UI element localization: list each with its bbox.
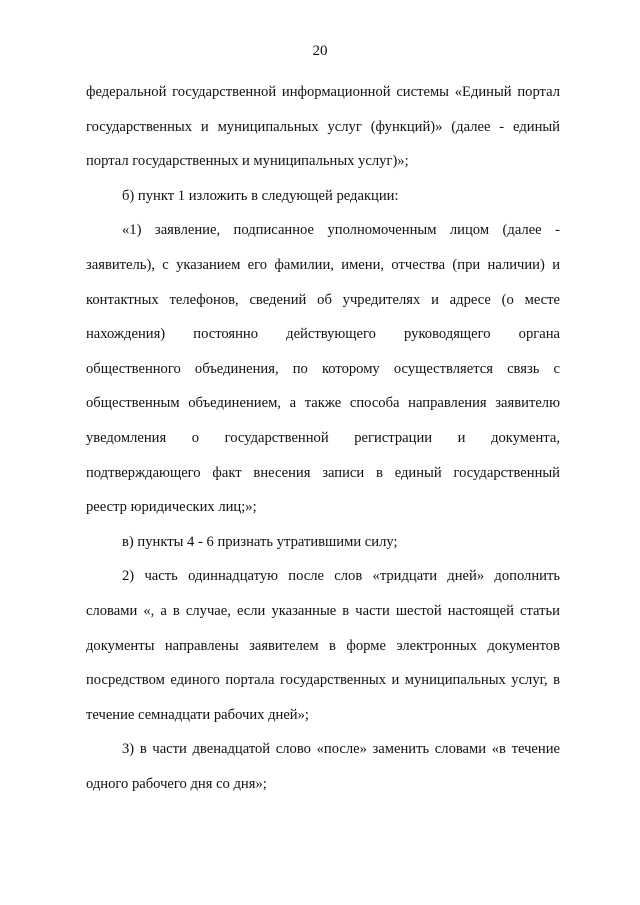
document-body [86, 78, 560, 804]
text-line: реестр юридических лиц;»; [86, 499, 257, 516]
text-line: «1) заявление, подписанное уполномоченным лицом (далее - [122, 222, 560, 239]
text-line: нахождения) постоянно действующего руководящего органа [86, 326, 560, 343]
text-line: государственных и муниципальных услуг (функций)» (далее - единый [86, 118, 560, 135]
text-line: в) пункты 4 - 6 признать утратившими силу; [122, 533, 398, 550]
text-line: уведомления о государственной регистрации и документа, [86, 429, 560, 446]
text-line: портал государственных и муниципальных услуг)»; [86, 153, 409, 170]
text-line: федеральной государственной информационной системы «Единый портал [86, 84, 560, 100]
text-line: 2) часть одиннадцатую после слов «тридцати дней» дополнить [122, 568, 560, 585]
text-line: подтверждающего факт внесения записи в единый государственный [86, 464, 560, 481]
text-line: словами «, а в случае, если указанные в части шестой настоящей статьи [86, 602, 560, 619]
text-line: контактных телефонов, сведений об учредителях и адресе (о месте [86, 291, 560, 308]
text-line: одного рабочего дня со дня»; [86, 775, 267, 792]
text-line: общественного объединения, по которому осуществляется связь с [86, 360, 560, 377]
text-line: документы направлены заявителем в форме электронных документов [86, 637, 560, 654]
text-line: посредством единого портала государственных и муниципальных услуг, в [86, 672, 560, 689]
text-line: б) пункт 1 изложить в следующей редакции: [122, 187, 399, 204]
page-number: 20 [312, 43, 328, 59]
text-line: общественным объединением, а также способа направления заявителю [86, 395, 560, 412]
text-line: течение семнадцати рабочих дней»; [86, 706, 309, 723]
text-line: заявитель), с указанием его фамилии, имени, отчества (при наличии) и [86, 256, 560, 273]
text-line: 3) в части двенадцатой слово «после» заменить словами «в течение [122, 741, 560, 758]
